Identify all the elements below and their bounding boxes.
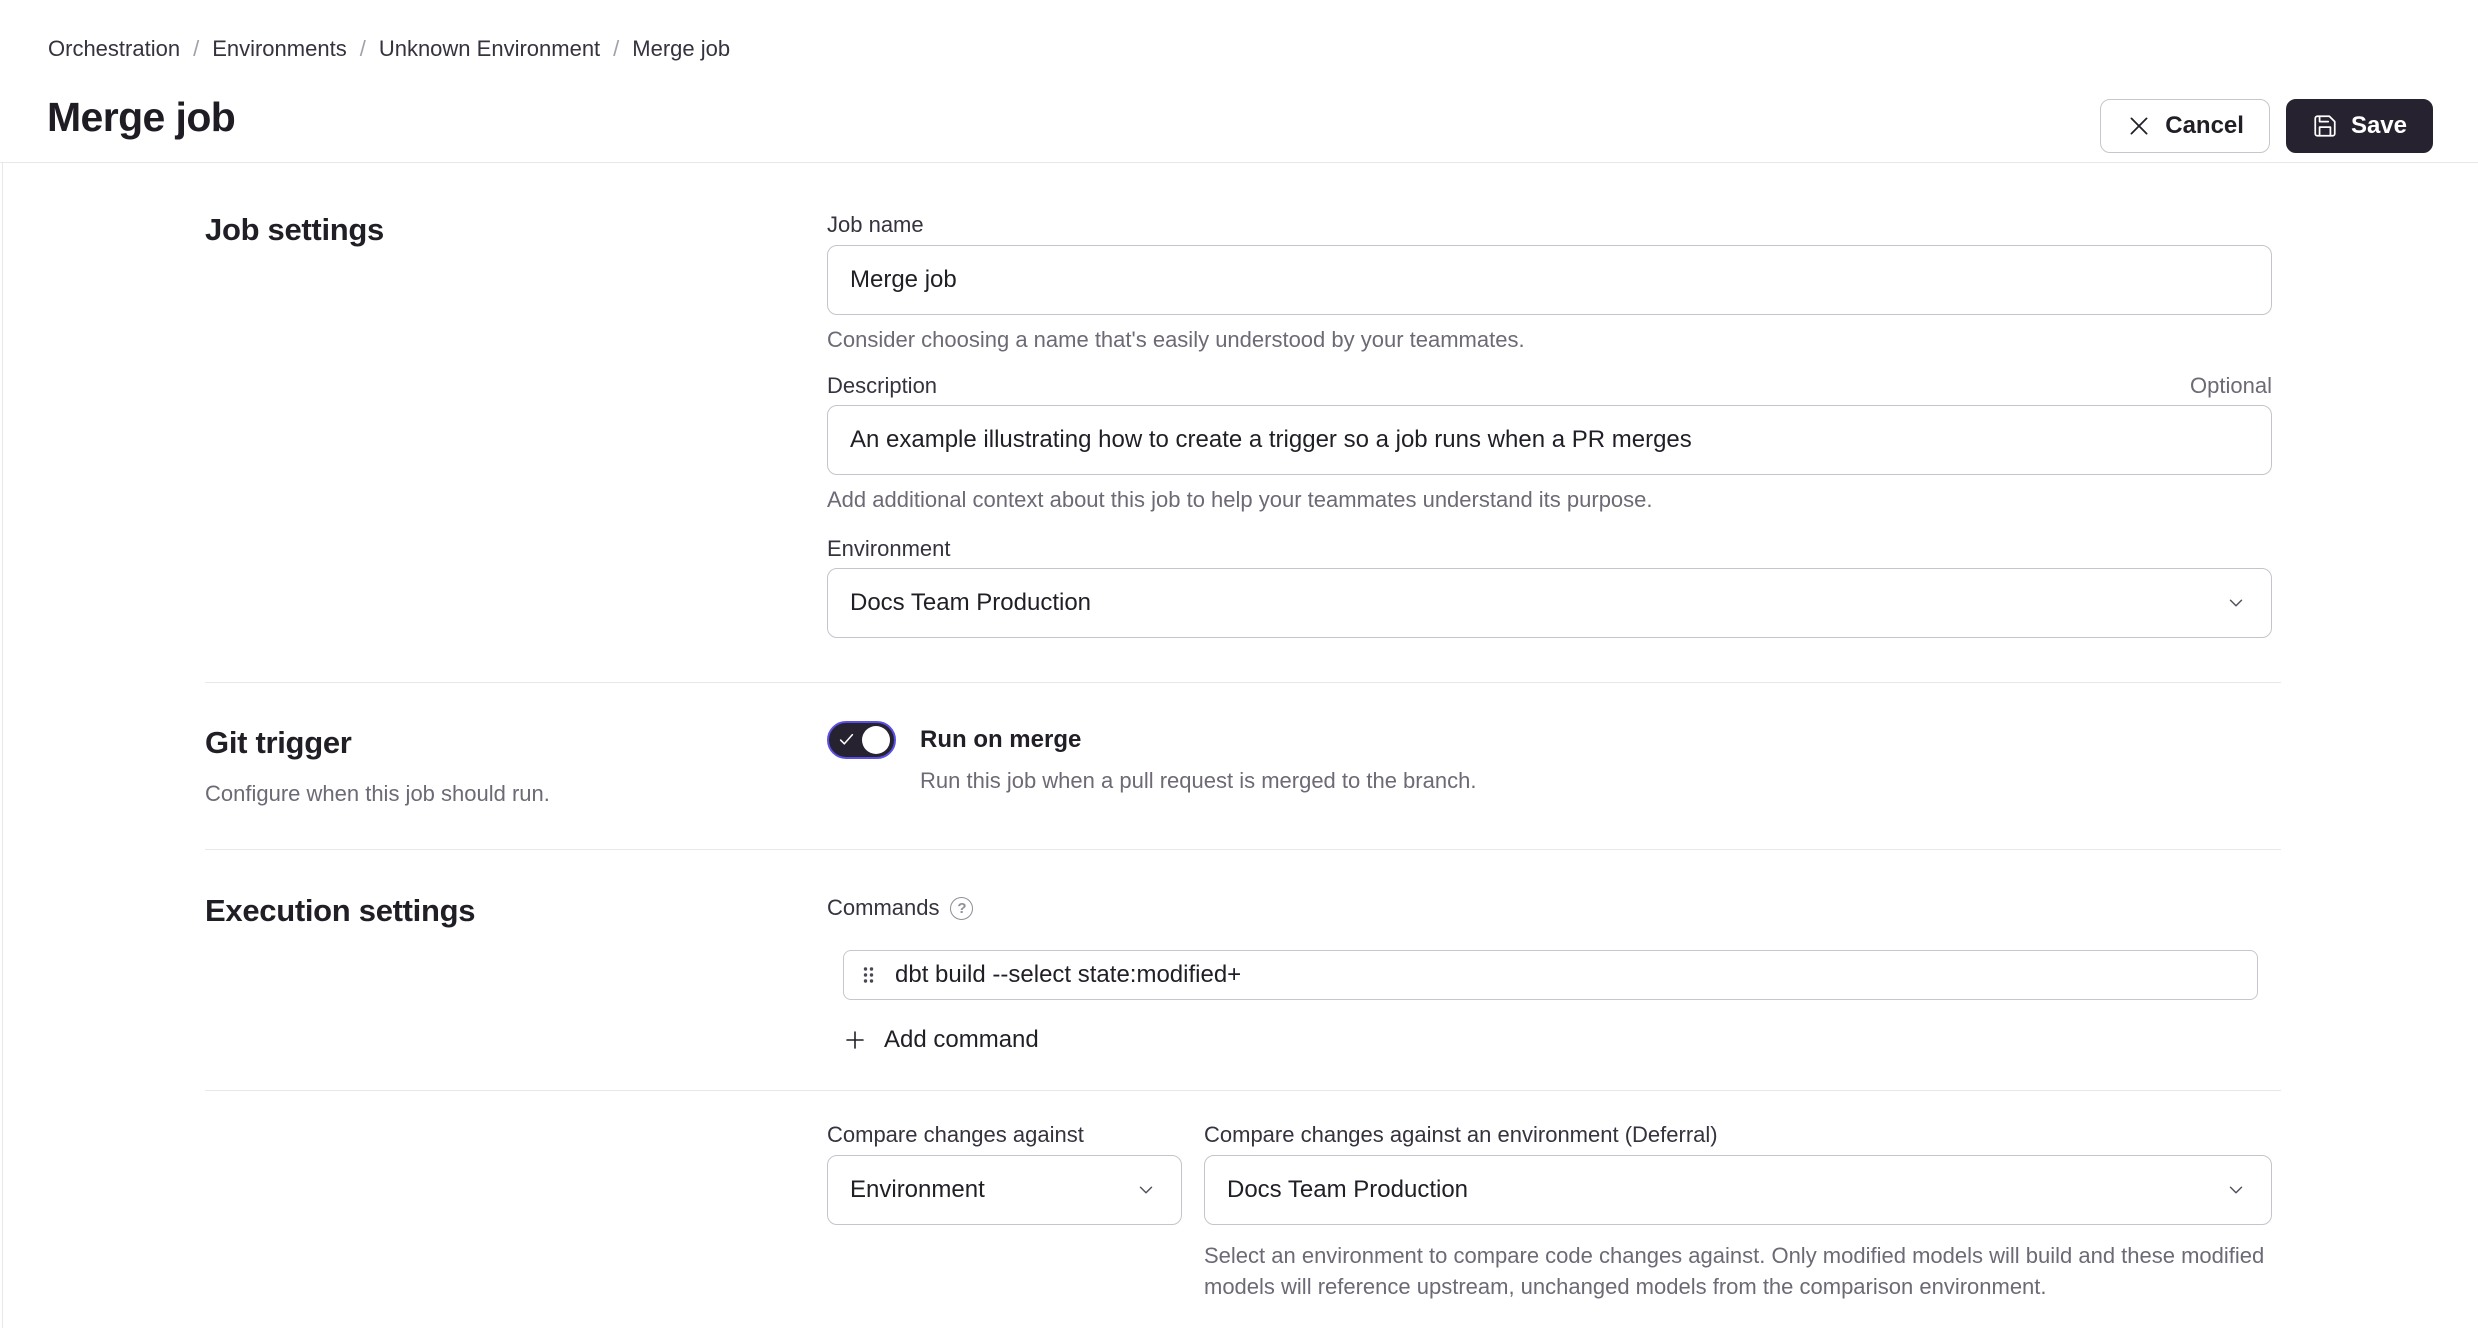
section-divider (205, 1090, 2281, 1091)
run-on-merge-toggle[interactable] (827, 721, 896, 759)
breadcrumb-separator: / (613, 36, 620, 61)
job-name-label: Job name (827, 212, 924, 237)
chevron-down-icon (2225, 592, 2247, 614)
check-icon (839, 733, 854, 746)
deferral-environment-select[interactable] (1204, 1155, 2272, 1225)
job-name-helper: Consider choosing a name that's easily understood by your teammates. (827, 327, 1525, 352)
page-title: Merge job (47, 94, 236, 140)
compare-changes-select-value: Environment (850, 1176, 985, 1203)
toggle-knob (862, 726, 890, 754)
compare-changes-label: Compare changes against (827, 1122, 1084, 1147)
add-command-label: Add command (884, 1026, 1039, 1053)
cancel-button[interactable] (2100, 99, 2270, 153)
commands-label-text: Commands (827, 895, 940, 920)
chevron-down-icon (2225, 1179, 2247, 1201)
save-button[interactable] (2286, 99, 2433, 153)
deferral-environment-select-value: Docs Team Production (1227, 1176, 1469, 1203)
drag-handle-icon[interactable] (861, 964, 876, 986)
breadcrumb-separator: / (193, 36, 200, 61)
breadcrumb-separator: / (359, 36, 366, 61)
run-on-merge-label: Run on merge (920, 726, 1082, 753)
header-actions (2100, 99, 2433, 153)
add-command-button[interactable] (843, 1026, 1039, 1054)
deferral-environment-helper: Select an environment to compare code changes against. Only modified models will build and these modified models will reference upstream, unchanged models from the comparison environment. (1204, 1243, 2265, 1299)
git-trigger-heading: Git trigger (205, 725, 352, 760)
execution-settings-heading: Execution settings (205, 893, 476, 928)
section-divider (205, 682, 2281, 683)
breadcrumb-item-merge-job[interactable]: Merge job (632, 36, 731, 61)
job-name-input[interactable] (827, 245, 2272, 315)
compare-changes-select[interactable] (827, 1155, 1182, 1225)
job-settings-heading: Job settings (205, 212, 384, 247)
run-on-merge-description: Run this job when a pull request is merged to the branch. (920, 768, 1477, 793)
cancel-button-label: Cancel (2165, 112, 2244, 139)
help-icon[interactable]: ? (950, 897, 973, 920)
optional-badge: Optional (2190, 373, 2272, 398)
breadcrumb (48, 36, 730, 62)
description-helper: Add additional context about this job to help your teammates understand its purpose. (827, 487, 1653, 512)
plus-icon (843, 1028, 867, 1052)
environment-select[interactable] (827, 568, 2272, 638)
header-divider (0, 162, 2478, 163)
save-button-label: Save (2350, 112, 2407, 139)
command-row[interactable] (843, 950, 2258, 1000)
git-trigger-subtitle: Configure when this job should run. (205, 781, 550, 806)
chevron-down-icon (1135, 1179, 1157, 1201)
save-icon (2312, 113, 2338, 139)
command-input[interactable]: dbt build --select state:modified+ (895, 961, 1242, 988)
environment-select-value: Docs Team Production (850, 589, 1092, 616)
breadcrumb-item-unknown-environment[interactable]: Unknown Environment (378, 36, 601, 61)
content-left-border (2, 163, 3, 1328)
description-label: Description (827, 373, 938, 398)
description-input[interactable] (827, 405, 2272, 475)
environment-label: Environment (827, 536, 951, 561)
section-divider (205, 849, 2281, 850)
commands-label (827, 895, 973, 921)
breadcrumb-item-environments[interactable]: Environments (212, 36, 347, 61)
close-icon (2126, 113, 2152, 139)
breadcrumb-item-orchestration[interactable]: Orchestration (48, 36, 181, 61)
deferral-environment-label: Compare changes against an environment (Deferral) (1204, 1122, 1718, 1147)
